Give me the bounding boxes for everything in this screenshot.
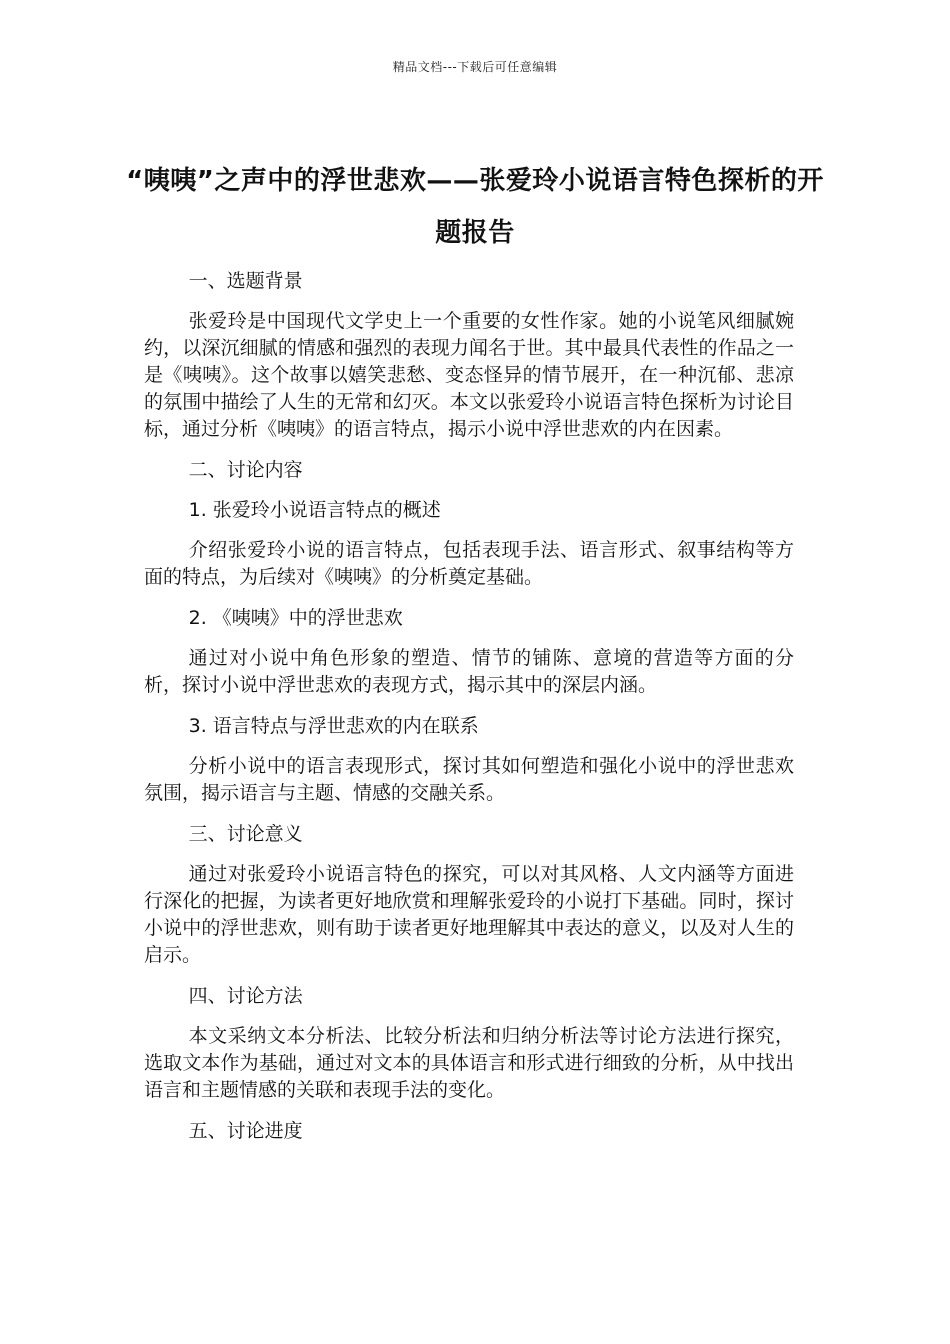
method-paragraph: 本文采纳文本分析法、比较分析法和归纳分析法等讨论方法进行探究，选取文本作为基础，通过对文本的具体语言和形式进行细致的分析，从中找出语言和主题情感的关联和表现手法的变化。 (144, 1025, 794, 1101)
document-title: “咦咦”之声中的浮世悲欢——张爱玲小说语言特色探析的开题报告 (126, 166, 824, 249)
page-header-note: 精品文档---下载后可任意编辑 (392, 60, 558, 74)
internal-link-paragraph: 分析小说中的语言表现形式，探讨其如何塑造和强化小说中的浮世悲欢氛围，揭示语言与主题、情感的交融关系。 (144, 755, 794, 804)
document-body (144, 268, 794, 1158)
section-heading-method: 四、讨论方法 (188, 985, 303, 1007)
subsection-heading-internal-link: 3. 语言特点与浮世悲欢的内在联系 (188, 715, 479, 737)
floating-world-paragraph: 通过对小说中角色形象的塑造、情节的铺陈、意境的营造等方面的分析，探讨小说中浮世悲欢的表现方式，揭示其中的深层内涵。 (144, 647, 794, 696)
section-heading-progress: 五、讨论进度 (188, 1120, 303, 1142)
significance-paragraph: 通过对张爱玲小说语言特色的探究，可以对其风格、人文内涵等方面进行深化的把握，为读者更好地欣赏和理解张爱玲的小说打下基础。同时，探讨小说中的浮世悲欢，则有助于读者更好地理解其中表达的意义，以及对人生的启示。 (144, 863, 794, 966)
section-heading-significance: 三、讨论意义 (188, 823, 303, 845)
subsection-heading-floating-world: 2. 《咦咦》中的浮世悲欢 (188, 607, 403, 629)
section-heading-background: 一、选题背景 (188, 270, 303, 292)
subsection-heading-language-overview: 1. 张爱玲小说语言特点的概述 (188, 499, 441, 521)
language-overview-paragraph: 介绍张爱玲小说的语言特点，包括表现手法、语言形式、叙事结构等方面的特点，为后续对《咦咦》的分析奠定基础。 (144, 539, 794, 588)
background-paragraph: 张爱玲是中国现代文学史上一个重要的女性作家。她的小说笔风细腻婉约，以深沉细腻的情感和强烈的表现力闻名于世。其中最具代表性的作品之一是《咦咦》。这个故事以嬉笑悲愁、变态怪异的情节展开，在一种沉郁、悲凉的氛围中描绘了人生的无常和幻灭。本文以张爱玲小说语言特色探析为讨论目标，通过分析《咦咦》的语言特点，揭示小说中浮世悲欢的内在因素。 (144, 310, 794, 440)
section-heading-content: 二、讨论内容 (188, 459, 303, 481)
